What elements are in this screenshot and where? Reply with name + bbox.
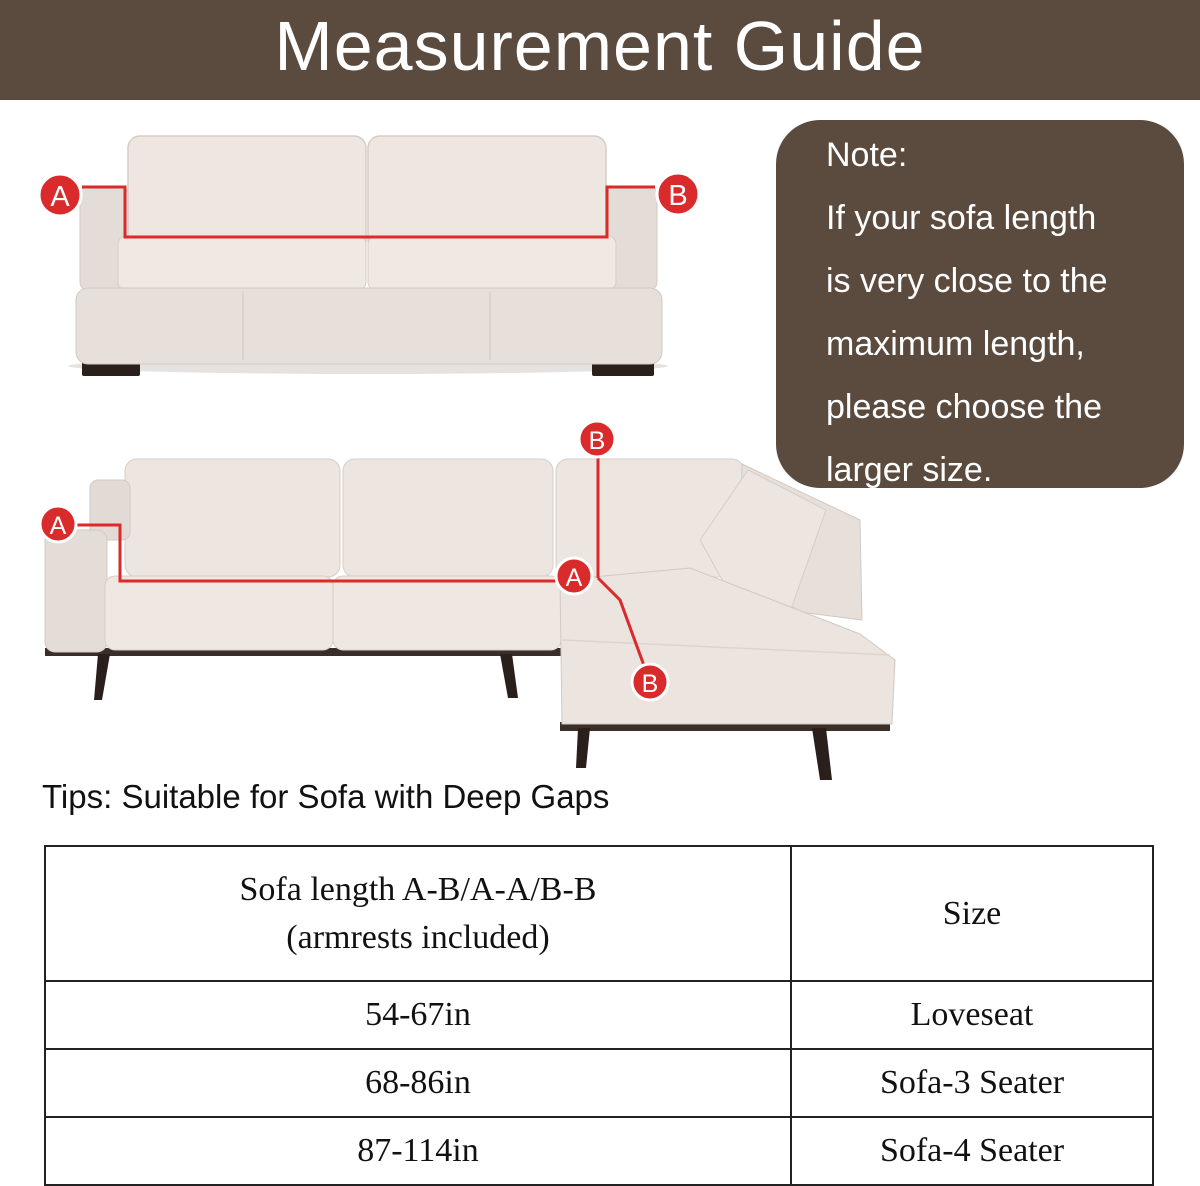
marker-b-label: B: [588, 427, 606, 455]
size-cell: Sofa-3 Seater: [791, 1049, 1153, 1117]
marker-a-sectional-left: [40, 506, 76, 542]
size-table: [44, 845, 1154, 1186]
length-cell: 68-86in: [45, 1049, 791, 1117]
marker-a-label: A: [565, 564, 583, 592]
marker-a-label: A: [49, 512, 67, 540]
header-length-note: (armrests included): [286, 918, 550, 956]
note-line: larger size.: [826, 451, 993, 489]
marker-a-sectional-corner: [556, 558, 592, 594]
marker-b-sectional-chaise: [632, 664, 668, 700]
marker-b-label: B: [668, 180, 688, 212]
table-row: [45, 1117, 1153, 1185]
header-length-cell: [45, 846, 791, 981]
header-length-line: Sofa length A-B/A-A/B-B: [239, 870, 597, 908]
table-row: [45, 1049, 1153, 1117]
table-row: [45, 981, 1153, 1049]
note-heading: Note:: [826, 136, 908, 174]
length-cell: 54-67in: [45, 981, 791, 1049]
marker-a-label: A: [50, 181, 70, 213]
header-size-cell: Size: [791, 846, 1153, 981]
size-cell: Sofa-4 Seater: [791, 1117, 1153, 1185]
length-cell: 87-114in: [45, 1117, 791, 1185]
page-title: Measurement Guide: [274, 7, 926, 85]
size-cell: Loveseat: [791, 981, 1153, 1049]
marker-b-straight-right: [657, 173, 699, 215]
marker-a-straight-left: [39, 174, 81, 216]
marker-b-sectional-top: [579, 421, 615, 457]
table-header-row: [45, 846, 1153, 981]
note-line: If your sofa length: [826, 199, 1097, 237]
note-box: [776, 120, 1184, 488]
note-line: please choose the: [826, 388, 1102, 426]
marker-b-label: B: [641, 670, 659, 698]
straight-sofa-image: [68, 136, 668, 376]
note-line: is very close to the: [826, 262, 1108, 300]
sectional-sofa-image: [45, 442, 895, 780]
note-line: maximum length,: [826, 325, 1085, 363]
tips-text: Tips: Suitable for Sofa with Deep Gaps: [42, 778, 610, 815]
